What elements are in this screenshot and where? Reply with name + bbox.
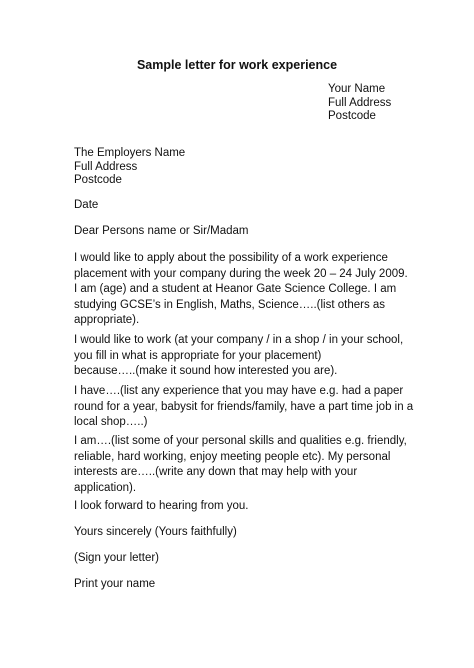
paragraph-line: interests are…..(write any down that may help with your [74, 466, 358, 478]
paragraph-line: I am (age) and a student at Heanor Gate Science College. I am [74, 283, 397, 295]
recipient-name: The Employers Name [74, 147, 186, 159]
paragraph-line: I would like to apply about the possibility of a work experience [74, 252, 388, 264]
letter-title: Sample letter for work experience [136, 58, 338, 72]
paragraph-line: I am….(list some of your personal skills and qualities e.g. friendly, [74, 435, 407, 447]
paragraph-line: round for a year, babysit for friends/family, have a part time job in a [74, 400, 414, 413]
paragraph-closing [74, 499, 414, 515]
paragraph-experience [74, 384, 414, 431]
sender-postcode: Postcode [328, 110, 376, 122]
complimentary-close: Yours sincerely (Yours faithfully) [74, 526, 237, 538]
recipient-address-block [74, 147, 185, 188]
paragraph-line: I have….(list any experience that you may have e.g. had a paper [74, 385, 404, 397]
salutation: Dear Persons name or Sir/Madam [74, 225, 249, 237]
paragraph-intro [74, 251, 414, 282]
paragraph-line: I look forward to hearing from you. [74, 500, 249, 512]
letter-date: Date [74, 199, 99, 211]
sender-address: Full Address [328, 96, 392, 109]
sender-address-block [328, 83, 391, 124]
paragraph-line: reliable, hard working, enjoy meeting people etc). My personal [74, 450, 391, 463]
recipient-postcode: Postcode [74, 174, 122, 186]
paragraph-about-me [74, 282, 414, 329]
paragraph-line: appropriate). [74, 314, 140, 326]
recipient-address: Full Address [74, 160, 138, 173]
paragraph-reason [74, 333, 414, 380]
paragraph-line: local shop…..) [74, 416, 148, 428]
paragraph-line: studying GCSE’s in English, Maths, Science…..(list others as [74, 298, 386, 311]
signature-line: (Sign your letter) [74, 552, 160, 564]
paragraph-line: because…..(make it sound how interested you are). [74, 365, 338, 377]
paragraph-line: application). [74, 481, 137, 494]
sender-name: Your Name [328, 83, 386, 95]
paragraph-line: placement with your company during the week 20 – 24 July 2009. [74, 267, 408, 280]
paragraph-skills [74, 434, 414, 496]
paragraph-line: I would like to work (at your company / in a shop / in your school, [74, 334, 404, 346]
paragraph-line: you fill in what is appropriate for your placement) [74, 349, 322, 362]
print-name-line: Print your name [74, 578, 156, 590]
